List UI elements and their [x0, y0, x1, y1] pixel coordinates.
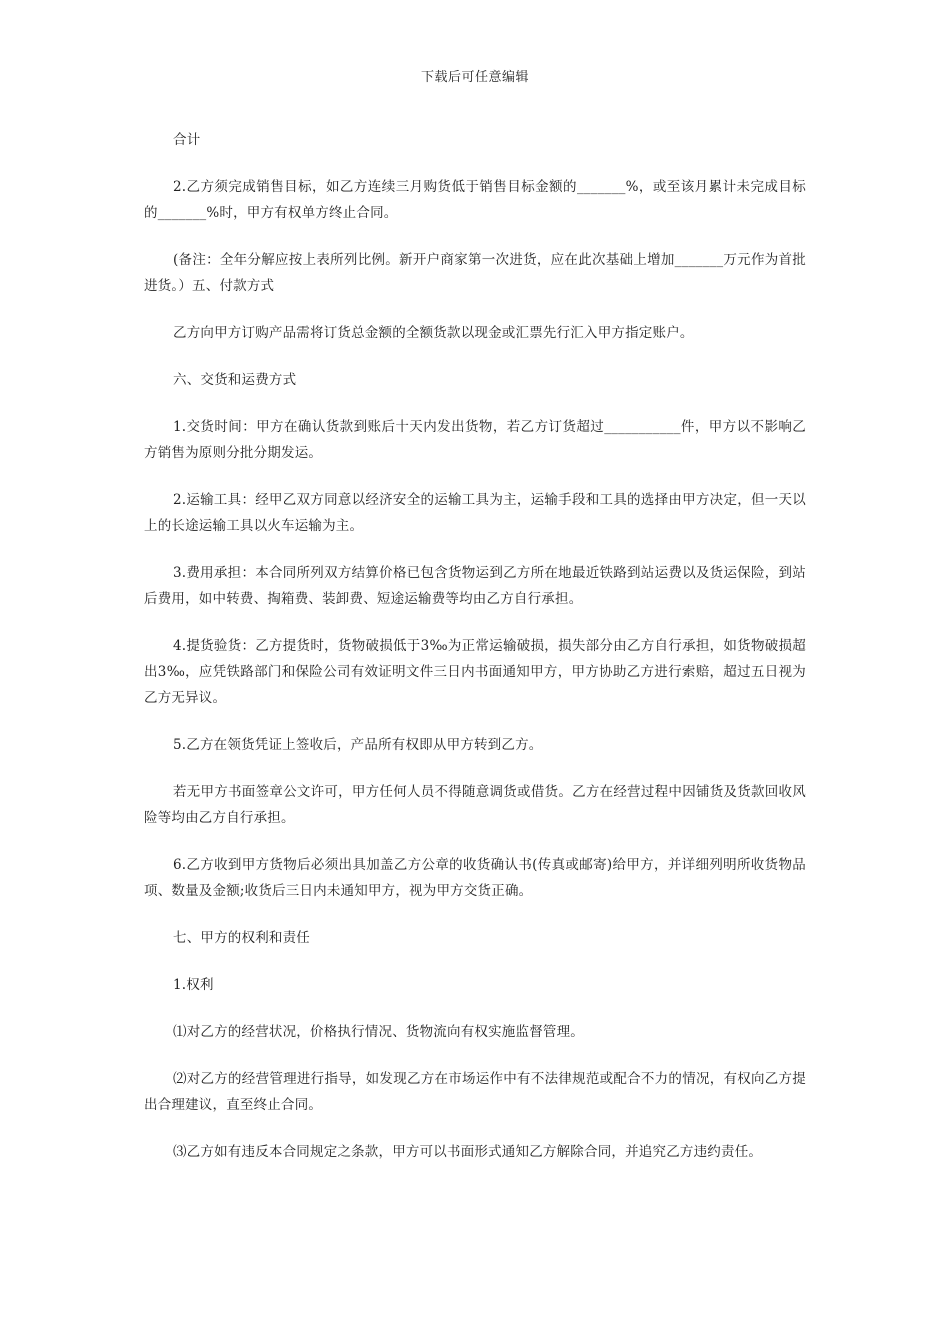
subheading-rights: 1.权利 — [173, 977, 214, 993]
paragraph-cost-bearing: 3.费用承担：本合同所列双方结算价格已包含货物运到乙方所在地最近铁路到站运费以及货运保险，到站后费用，如中转费、掏箱费、装卸费、短途运输费等均由乙方自行承担。 — [144, 565, 806, 607]
paragraph-no-transfer-without-permit: 若无甲方书面签章公文许可，甲方任何人员不得随意调货或借货。乙方在经营过程中因铺货及货款回收风险等均由乙方自行承担。 — [144, 784, 806, 826]
paragraph-transport-means: 2.运输工具：经甲乙双方同意以经济安全的运输工具为主，运输手段和工具的选择由甲方决定，但一天以上的长途运输工具以火车运输为主。 — [144, 492, 806, 534]
paragraph-remark-payment-heading: (备注：全年分解应按上表所列比例。新开户商家第一次进货，应在此次基础上增加_______万元作为首批进货。）五、付款方式 — [144, 252, 806, 294]
section-heading-delivery: 六、交货和运费方式 — [173, 372, 297, 388]
paragraph-payment-method: 乙方向甲方订购产品需将订货总金额的全额货款以现金或汇票先行汇入甲方指定账户。 — [173, 325, 694, 341]
paragraph-right-2: ⑵对乙方的经营管理进行指导，如发现乙方在市场运作中有不法律规范或配合不力的情况，有权向乙方提出合理建议，直至终止合同。 — [144, 1071, 806, 1113]
paragraph-sales-target: 2.乙方须完成销售目标，如乙方连续三月购货低于销售目标金额的_______%，或至该月累计未完成目标的_______%时，甲方有权单方终止合同。 — [144, 179, 806, 221]
document-body — [144, 127, 806, 1186]
page-header-note: 下载后可任意编辑 — [420, 70, 529, 85]
paragraph-total: 合计 — [173, 132, 201, 148]
paragraph-ownership-transfer: 5.乙方在领货凭证上签收后，产品所有权即从甲方转到乙方。 — [173, 737, 543, 753]
paragraph-right-3: ⑶乙方如有违反本合同规定之条款，甲方可以书面形式通知乙方解除合同，并追究乙方违约责任。 — [173, 1144, 763, 1160]
section-heading-party-a-rights: 七、甲方的权利和责任 — [173, 930, 310, 946]
paragraph-goods-inspection: 4.提货验货：乙方提货时，货物破损低于3‰为正常运输破损，损失部分由乙方自行承担，如货物破损超出3‰，应凭铁路部门和保险公司有效证明文件三日内书面通知甲方，甲方协助乙方进行索赔，超过五日视为乙方无异议。 — [144, 638, 806, 706]
paragraph-delivery-time: 1.交货时间：甲方在确认货款到账后十天内发出货物，若乙方订货超过___________件，甲方以不影响乙方销售为原则分批分期发运。 — [144, 419, 806, 461]
paragraph-right-1: ⑴对乙方的经营状况，价格执行情况、货物流向有权实施监督管理。 — [173, 1024, 584, 1040]
paragraph-receipt-confirmation: 6.乙方收到甲方货物后必须出具加盖乙方公章的收货确认书(传真或邮寄)给甲方，并详细列明所收货物品项、数量及金额;收货后三日内未通知甲方，视为甲方交货正确。 — [144, 857, 806, 899]
